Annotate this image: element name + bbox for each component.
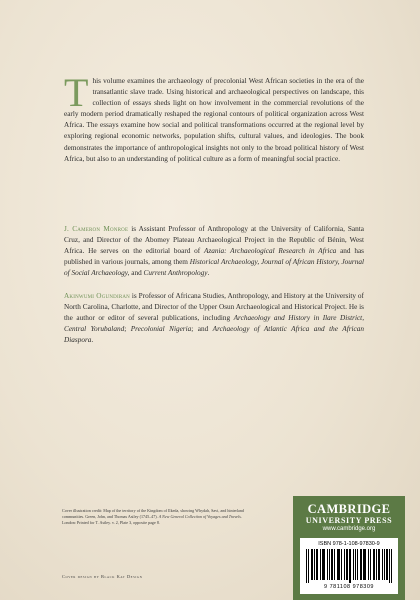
bio-text: is Assistant Professor of Anthropology at the University of California, Santa Cruz, and Director of the Abomey Plateau Archaeological Project in the Republic of Bénin, West Africa. He serves on the editorial board of xyxy=(64,225,364,256)
bio-text: ; xyxy=(124,325,131,334)
bio-book-title: Archaeology of Atlantic Africa and the African Diaspora xyxy=(64,325,365,345)
bio-text: . xyxy=(91,336,94,345)
publisher-url: www.cambridge.org xyxy=(322,526,376,532)
isbn-label: ISBN 978-1-108-97830-9 xyxy=(318,541,380,547)
barcode-panel xyxy=(300,538,398,594)
bio-text: ; and xyxy=(191,325,213,334)
cover-illustration-credit xyxy=(62,508,252,526)
author-bio-monroe xyxy=(64,224,364,279)
drop-cap: T xyxy=(64,70,89,115)
credit-book-title: A New General Collection of Voyages and Travels xyxy=(158,514,241,519)
publisher-box xyxy=(293,496,405,600)
bio-book-title: Archaeology and History in Ilare District, Central Yorubaland xyxy=(64,314,365,334)
credit-text: Cover illustration credit: Map of the territory of the Kingdom of Ilkeda, showing Whydah, Savi, and hinterland communities. Green, John, and Thomas Astley (1745–47). xyxy=(62,508,244,519)
publisher-name: CAMBRIDGE xyxy=(307,502,391,516)
bio-book-title: Precolonial Nigeria xyxy=(130,325,192,334)
credit-text: . London: Printed for T. Astley. v. 2, Plate 3, opposite page 8. xyxy=(62,514,242,525)
bio-journal-title: Current Anthropology xyxy=(143,269,208,278)
publisher-logo xyxy=(293,503,405,533)
bio-text: and has published in various journals, among them xyxy=(64,247,364,267)
bio-journal-title: Azania: Archaeological Research in Africa xyxy=(203,247,337,256)
description-paragraph xyxy=(64,70,364,165)
bio-journal-list: Historical Archaeology, Journal of African History, Journal of Social Archaeology, xyxy=(64,258,364,278)
cover-design-credit: Cover design by Black Kat Design xyxy=(62,574,143,579)
bio-text: and xyxy=(129,269,144,278)
bio-text: is Professor of Africana Studies, Anthropology, and History at the University of North Carolina, Charlotte, and Director of the Upper Osun Archaeological and Historical Project. He is the author or editor of several publications, including xyxy=(64,292,364,323)
description-text: his volume examines the archaeology of precolonial West African societies in the era of the transatlantic slave trade. Using historical and archaeological perspectives on landscape, this collection of essays sheds light on how involvement in the commercial revolutions of the early modern period dramatically reshaped the regional contours of political organization across West Africa. The essays examine how social and political transformations occurred at the regional level by exploring regional economic networks, population shifts, cultural values, and ideologies. The book demonstrates the importance of anthropological insights not only to the broad political history of West Africa, but also to an understanding of political culture as a form of meaningful social practice. xyxy=(64,77,364,163)
barcode-icon xyxy=(306,549,392,583)
bio-text: . xyxy=(207,269,210,278)
barcode-number: 9 781108 978309 xyxy=(324,584,374,590)
author-name: Akinwumi Ogundiran xyxy=(64,292,130,300)
author-name: J. Cameron Monroe xyxy=(64,225,129,233)
author-bio-ogundiran xyxy=(64,291,364,346)
publisher-press: UNIVERSITY PRESS xyxy=(305,516,393,525)
